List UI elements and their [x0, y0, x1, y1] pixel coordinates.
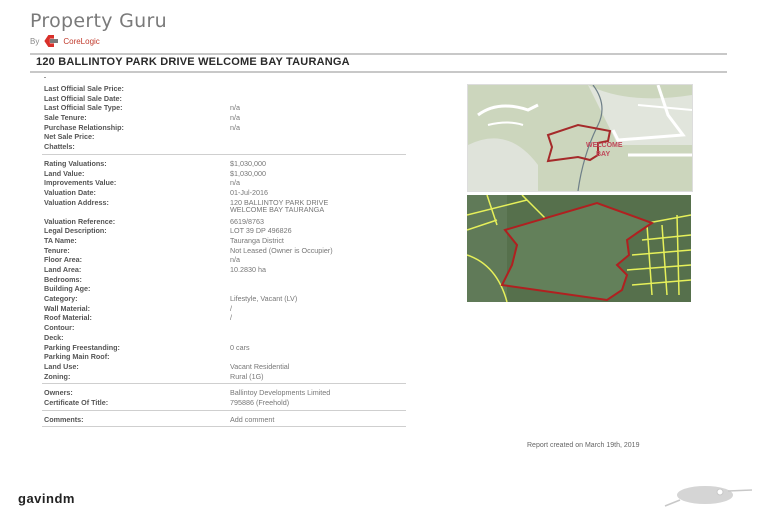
detail-row [44, 255, 406, 265]
detail-label: Legal Description: [44, 226, 107, 236]
detail-row [44, 343, 406, 353]
detail-value: 10.2830 ha [230, 265, 266, 274]
detail-row [44, 323, 406, 333]
aerial-map-image [467, 195, 691, 302]
detail-label: Rating Valuations: [44, 158, 107, 168]
comments-section [44, 415, 406, 425]
detail-row [44, 123, 406, 133]
detail-label: TA Name: [44, 235, 77, 245]
detail-row [44, 169, 406, 179]
brand-logo [30, 10, 167, 32]
detail-row [44, 94, 406, 104]
detail-row [44, 113, 406, 123]
detail-row [44, 84, 406, 94]
detail-value: 01-Jul-2016 [230, 187, 268, 197]
detail-label: Last Official Sale Date: [44, 93, 122, 103]
detail-value: Lifestyle, Vacant (LV) [230, 294, 298, 304]
detail-row [44, 304, 406, 314]
street-map [467, 84, 693, 192]
detail-label: Parking Freestanding: [44, 342, 120, 352]
detail-value: n/a [230, 178, 240, 188]
detail-label: Last Official Sale Price: [44, 84, 124, 93]
map-label-bay: BAY [596, 151, 611, 158]
detail-label: Zoning: [44, 371, 71, 381]
detail-label: Contour: [44, 323, 75, 333]
detail-row [44, 198, 406, 217]
by-label: By [30, 36, 40, 46]
detail-row [44, 284, 406, 294]
detail-value: n/a [230, 103, 240, 113]
detail-row [44, 103, 406, 113]
report-created-note: Report created on March 19th, 2019 [527, 442, 640, 449]
detail-label: Chattels: [44, 142, 75, 152]
detail-label: Floor Area: [44, 255, 83, 265]
detail-row [44, 362, 406, 372]
detail-row [44, 372, 406, 382]
report-title: 120 BALLINTOY PARK DRIVE WELCOME BAY TAURANGA [36, 56, 350, 68]
detail-value: $1,030,000 [230, 168, 266, 178]
section-divider [42, 154, 406, 155]
section-divider [42, 426, 406, 427]
detail-row [44, 333, 406, 343]
detail-label: Building Age: [44, 284, 91, 294]
section-divider [42, 383, 406, 384]
detail-row [44, 217, 406, 227]
detail-value: n/a [230, 113, 240, 123]
detail-value: Rural (1G) [230, 371, 264, 381]
detail-value: 6619/8763 [230, 216, 264, 226]
detail-value: $1,030,000 [230, 158, 266, 168]
detail-row [44, 415, 406, 425]
valuation-section [44, 159, 406, 381]
detail-label: Deck: [44, 332, 64, 342]
brand-title: Property Guru [30, 10, 167, 32]
detail-row [44, 236, 406, 246]
property-details [44, 84, 406, 431]
detail-value: n/a [230, 255, 240, 265]
sale-section [44, 84, 406, 152]
detail-label: Category: [44, 294, 78, 304]
detail-value: 795886 (Freehold) [230, 397, 290, 407]
detail-row [44, 275, 406, 285]
detail-label: Roof Material: [44, 313, 92, 323]
detail-label: Comments: [44, 414, 84, 424]
detail-row [44, 294, 406, 304]
detail-label: Wall Material: [44, 303, 91, 313]
detail-value: Vacant Residential [230, 361, 290, 371]
map-label-welcome: WELCOME [586, 142, 623, 149]
detail-value: / [230, 313, 232, 323]
detail-row [44, 159, 406, 169]
detail-value [230, 198, 328, 217]
section-divider [42, 410, 406, 411]
detail-row [44, 313, 406, 323]
add-comment-link[interactable]: Add comment [230, 414, 275, 424]
address-line-1: 120 BALLINTOY PARK DRIVE [230, 197, 329, 207]
detail-row [44, 226, 406, 236]
detail-value: LOT 39 DP 496826 [230, 226, 292, 236]
detail-value: Ballintoy Developments Limited [230, 388, 331, 398]
detail-row [44, 352, 406, 362]
detail-row [44, 246, 406, 256]
detail-value: 0 cars [230, 342, 250, 352]
detail-label: Valuation Date: [44, 187, 96, 197]
username: gavindm [18, 491, 75, 506]
detail-label: Bedrooms: [44, 274, 82, 284]
divider-dot [44, 77, 46, 78]
detail-row [44, 142, 406, 152]
detail-label: Land Use: [44, 361, 79, 371]
detail-label: Land Area: [44, 265, 82, 274]
detail-row [44, 265, 406, 275]
report-title-bar [30, 53, 727, 73]
aerial-map [467, 195, 691, 302]
detail-label: Owners: [44, 388, 73, 398]
kiwi-bird-icon [660, 480, 755, 508]
detail-label: Net Sale Price: [44, 132, 95, 142]
detail-value: n/a [230, 122, 240, 132]
detail-label: Purchase Relationship: [44, 122, 124, 132]
address-line-2: WELCOME BAY TAURANGA [230, 205, 325, 215]
corelogic-logo-icon [44, 35, 58, 47]
detail-row [44, 188, 406, 198]
detail-row [44, 398, 406, 408]
detail-row [44, 388, 406, 398]
detail-label: Parking Main Roof: [44, 352, 110, 362]
detail-row [44, 132, 406, 142]
detail-label: Tenure: [44, 245, 70, 255]
partner-name: CoreLogic [63, 36, 100, 46]
detail-value: Not Leased (Owner is Occupier) [230, 245, 333, 255]
detail-row [44, 178, 406, 188]
detail-value: / [230, 303, 232, 313]
detail-label: Certificate Of Title: [44, 397, 109, 407]
detail-label: Improvements Value: [44, 178, 117, 188]
detail-value: Tauranga District [230, 235, 284, 245]
owner-section [44, 388, 406, 407]
detail-label: Land Value: [44, 168, 85, 178]
detail-label: Last Official Sale Type: [44, 103, 123, 113]
detail-label: Valuation Address: [44, 197, 109, 207]
brand-byline [30, 35, 100, 47]
street-map-image [468, 85, 692, 191]
detail-label: Sale Tenure: [44, 113, 87, 123]
detail-label: Valuation Reference: [44, 216, 116, 226]
